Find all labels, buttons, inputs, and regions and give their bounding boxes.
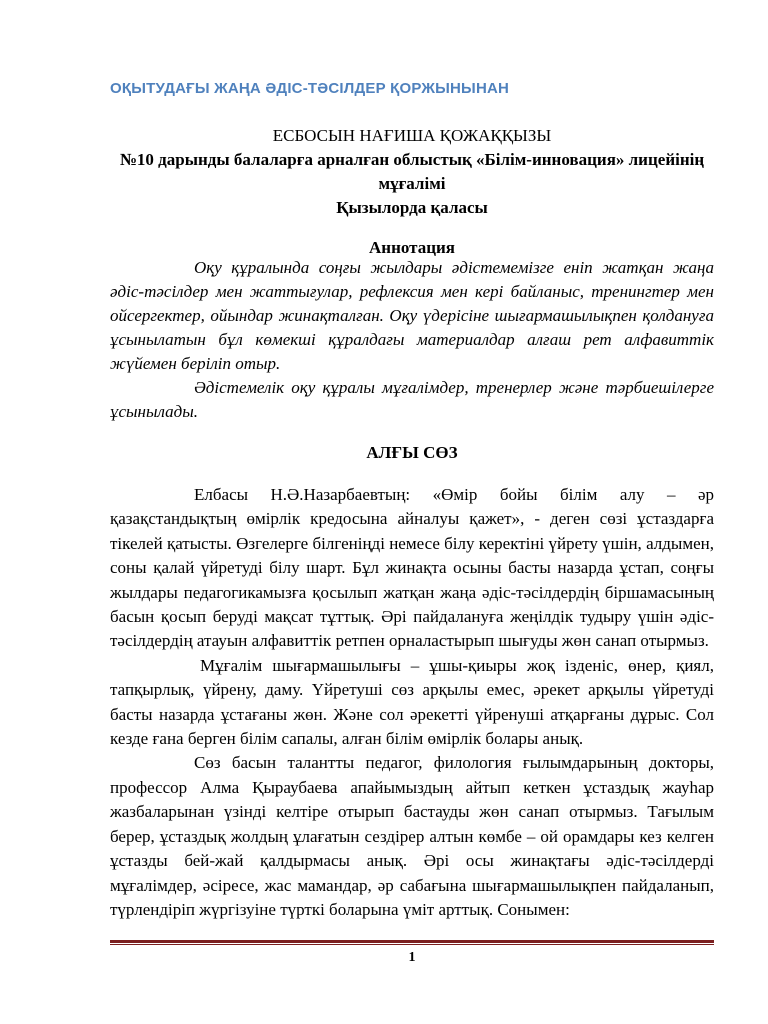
foreword-heading: АЛҒЫ СӨЗ [366,443,458,462]
author-city: Қызылорда қаласы [336,198,488,217]
page-number: 1 [408,950,416,965]
foreword-body [110,483,714,922]
author-name: ЕСБОСЫН НАҒИША ҚОЖАҚҚЫЗЫ [272,126,552,145]
footer-divider [110,940,714,945]
body-paragraph: Сөз басын талантты педагог, филология ғылымдарының докторы, профессор Алма Қыраубаева апайымыздың айтып кеткен ұстаздық жауһар жазбаларынан үзінді келтіре отырып бастауды жөн санап отырмыз. Тағылым берер, ұстаздық жолдың ұлағатын сездірер алтын көмбе – ой орамдары кез келген ұстазды бей-жай қалдырмасы анық. Әрі осы жинақтағы әдіс-тәсілдерді мұғалімдер, әсіресе, жас мамандар, әр сабағына шығармашылықпен пайдаланып, түрлендіріп жүргізуіне түрткі боларына үміт арттық. Сонымен: [110,753,714,919]
collection-title: ОҚЫТУДАҒЫ ЖАҢА ӘДІС-ТӘСІЛДЕР ҚОРЖЫНЫНАН [110,80,510,97]
author-position: №10 дарынды балаларға арналған облыстық «Білім-инновация» лицейінің мұғалімі [119,150,705,193]
annotation-text [110,256,714,424]
annotation-paragraph: Оқу құралында соңғы жылдары әдістемемізге еніп жатқан жаңа әдіс-тәсілдер мен жаттығулар, рефлексия мен кері байланыс, тренингтер мен ойсергектер, ойындар жинақталған. Оқу үдерісіне шығармашылықпен қолдануға ұсынылатын бұл көмекші құралдағы материалдар алғаш рет алфавиттік жүйемен берілiп отыр. [110,258,714,373]
annotation-paragraph: Әдістемелік оқу құралы мұғалімдер, тренерлер және тәрбиешілерге ұсынылады. [110,378,714,421]
annotation-heading: Аннотация [369,238,455,257]
body-paragraph: Елбасы Н.Ә.Назарбаевтың: «Өмір бойы білім алу – әр қазақстандықтың өмірлік кредосына айналуы қажет», - деген сөзі ұстаздарға тікелей қатысты. Өзгелерге білгеніңді немесе білу керектіні үйрету үшін, алдымен, соны қалай үйретуді білу шарт. Бұл жинақта осыны басты назарда ұстап, соңғы жылдары педагогикамызға қосылып жатқан жаңа әдіс-тәсілдердің біршамасының басын қосып беруді мақсат тұттық. Әрі пайдалануға жеңілдік тудыру үшін әдіс-тәсілдердің атауын алфавиттік ретпен орналастырып шығуды жөн санап отырмыз. [110,485,714,651]
author-block [110,124,714,220]
body-paragraph: Мұғалім шығармашылығы – ұшы-қиыры жоқ ізденіс, өнер, қиял, тапқырлық, үйрену, даму. Үйретуші сөз арқылы емес, әрекет арқылы үйретуді басты назарда ұстағаны жөн. Және сол әрекетті үйренуші атқарғаны дұрыс. Сол кезде ғана берген білім сапалы, алған білім өмірлік болары анық. [110,655,714,749]
